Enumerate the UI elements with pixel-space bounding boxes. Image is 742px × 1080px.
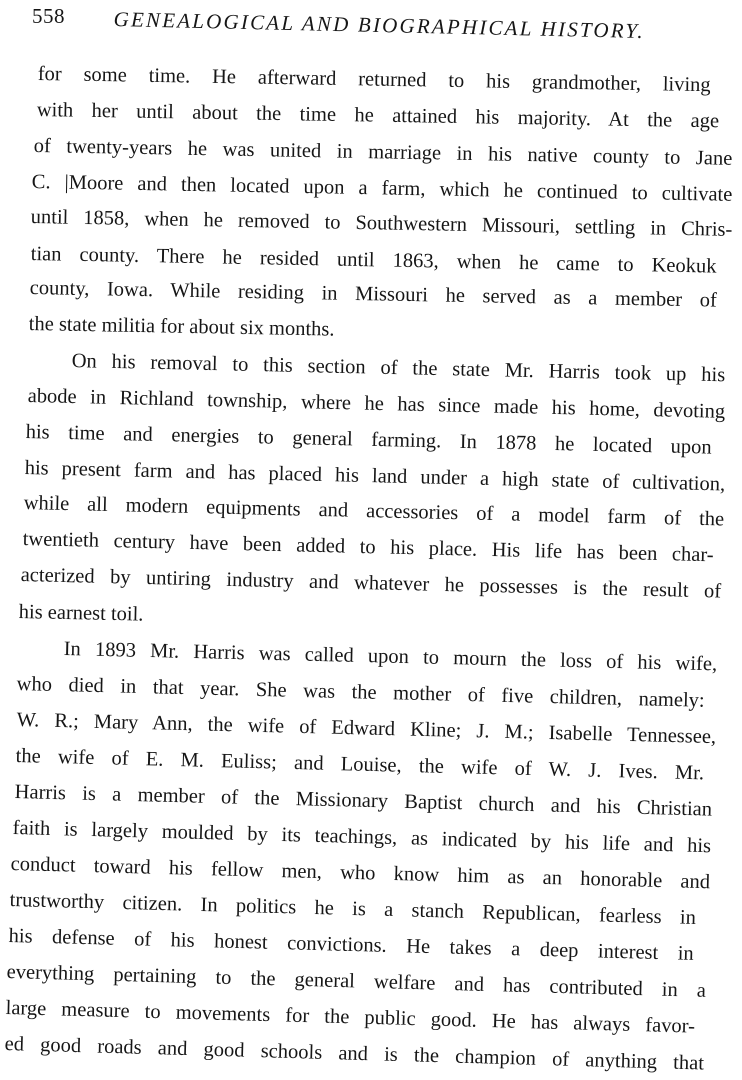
text-line: with her until about the time he attained his majority. At the age — [36, 98, 720, 133]
text-line: for some time. He afterward returned to his grandmother, living — [37, 62, 711, 97]
text-line: ed good roads and good schools and is the champion of anything that — [4, 1032, 705, 1075]
text-line: twentieth century have been added to his place. His life has been char- — [22, 527, 714, 567]
text-line: tian county. There he resided until 1863, when he came to Keokuk — [30, 242, 717, 278]
page-number: 558 — [32, 4, 65, 28]
text-line: the state militia for about six months. — [28, 312, 335, 341]
text-line: W. R.; Mary Ann, the wife of Edward Kline; J. M.; Isabelle Tennessee, — [16, 708, 717, 749]
text-line: abode in Richland township, where he has since made his home, devoting — [27, 384, 726, 423]
text-line: who died in that year. She was the mother of five children, namely: — [16, 672, 705, 712]
text-line: county, Iowa. While residing in Missouri he served as a member of — [29, 276, 717, 312]
text-line: until 1858, when he removed to Southwestern Missouri, settling in Chris- — [30, 205, 733, 241]
text-line: his earnest toil. — [18, 600, 144, 626]
text-line: conduct toward his fellow men, who know him as an honorable and — [10, 852, 711, 894]
text-line: his defense of his honest convictions. He takes a deep interest in — [8, 924, 694, 965]
text-line: of twenty-years he was united in marriage in his native county to Jane — [33, 134, 733, 170]
running-title: GENEALOGICAL AND BIOGRAPHICAL HISTORY. — [113, 6, 646, 44]
text-line: faith is largely moulded by its teachings, as indicated by his life and his — [12, 816, 712, 858]
text-line: the wife of E. M. Euliss; and Louise, the wife of W. J. Ives. Mr. — [15, 744, 705, 785]
text-line: C. |Moore and then located upon a farm, which he continued to cultivate — [31, 170, 733, 206]
text-line: large measure to movements for the public good. He has always favor- — [5, 996, 696, 1038]
text-line: everything pertaining to the general welfare and has contributed in a — [6, 960, 707, 1002]
text-line: while all modern equipments and accessories of a model farm of the — [23, 491, 725, 531]
text-line: his time and energies to general farming. In 1878 he located upon — [25, 420, 712, 459]
text-line: Harris is a member of the Missionary Baptist church and his Christian — [14, 780, 713, 821]
text-line: acterized by untiring industry and whatever he possesses is the result of — [20, 563, 722, 603]
text-line: trustworthy citizen. In politics he is a stanch Republican, fearless in — [9, 888, 697, 929]
text-line: In 1893 Mr. Harris was called upon to mourn the loss of his wife, — [63, 637, 718, 676]
text-line: On his removal to this section of the state Mr. Harris took up his — [71, 349, 726, 387]
text-line: his present farm and has placed his land under a high state of cultivation, — [24, 456, 726, 496]
